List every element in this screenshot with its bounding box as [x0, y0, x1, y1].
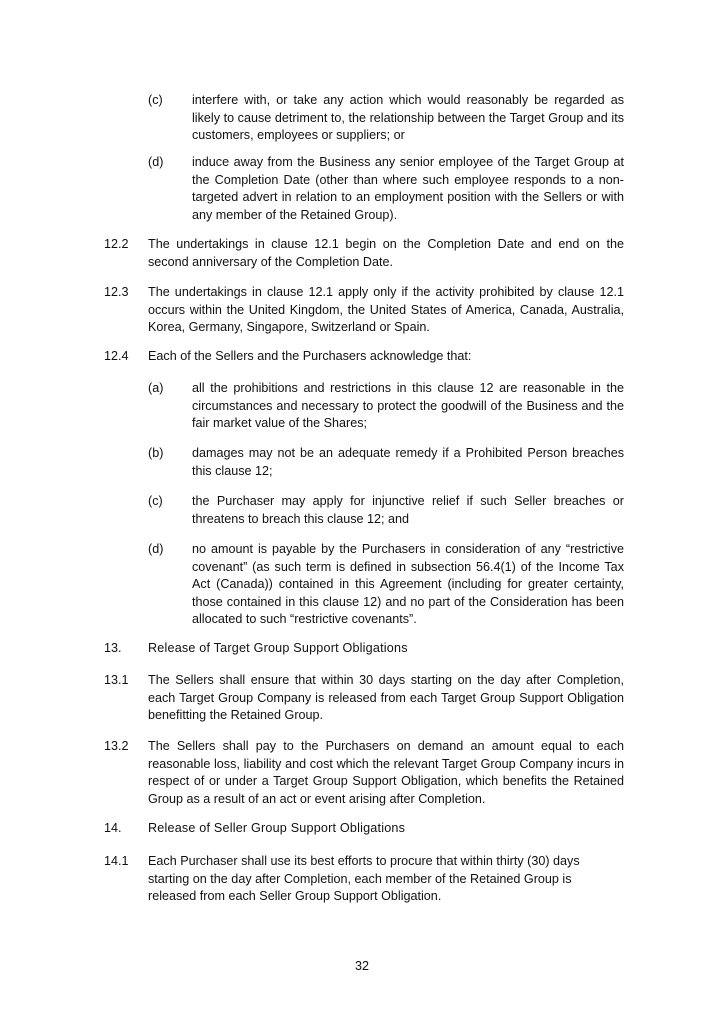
clause-13-1 [104, 672, 624, 725]
clause-12-2 [104, 236, 624, 271]
heading-number: 13. [104, 641, 122, 655]
item-label: (c) [148, 494, 163, 508]
clause-number: 13.2 [104, 739, 129, 753]
clause-12-4-a [148, 380, 624, 433]
clause-text: The undertakings in clause 12.1 apply only if the activity prohibited by clause 12.1 occurs within the United Kingdom, the United States of America, Canada, Australia, Korea, Germany, Singapore, Switzerland or Spain. [148, 285, 624, 335]
clause-12-4-c [148, 493, 624, 528]
item-label: (c) [148, 93, 163, 107]
clause-text: The Sellers shall pay to the Purchasers on demand an amount equal to each reasonable loss, liability and cost which the relevant Target Group Company incurs in respect of or under a Target Group Support Obligation, which benefits the Retained Group as a result of an act or event arising after Completion. [148, 739, 624, 806]
clause-12-4-b [148, 445, 624, 480]
heading-number: 14. [104, 821, 122, 835]
clause-number: 14.1 [104, 854, 129, 868]
item-label: (a) [148, 381, 164, 395]
clause-12-3 [104, 284, 624, 337]
clause-text: Each of the Sellers and the Purchasers acknowledge that: [148, 349, 472, 363]
page-number: 32 [354, 959, 369, 973]
item-text: no amount is payable by the Purchasers in consideration of any “restrictive covenant” (as such term is defined in subsection 56.4(1) of the Income Tax Act (Canada)) contained in this Agreement (including for greater certainty, those contained in this clause 12) and no part of the Consideration has been allocated to such “restrictive covenants”. [192, 542, 624, 627]
clause-text: Each Purchaser shall use its best efforts to procure that within thirty (30) days starting on the day after Completion, each member of the Retained Group is released from each Seller Group Support Obligation. [148, 854, 580, 904]
clause-text: The Sellers shall ensure that within 30 days starting on the day after Completion, each Target Group Company is released from each Target Group Support Obligation benefitting the Retained Group. [148, 673, 624, 723]
item-label: (d) [148, 155, 164, 169]
clause-12-1-c [148, 92, 624, 145]
clause-14-heading [104, 820, 624, 838]
clause-13-heading [104, 640, 624, 658]
clause-number: 12.2 [104, 237, 129, 251]
clause-13-2 [104, 738, 624, 808]
item-text: induce away from the Business any senior employee of the Target Group at the Completion Date (other than where such employee responds to a non-targeted advert in relation to an employment position with the Sellers or with any member of the Retained Group). [192, 155, 624, 222]
item-text: interfere with, or take any action which would reasonably be regarded as likely to cause detriment to, the relationship between the Target Group and its customers, employees or suppliers; or [192, 93, 624, 143]
heading-title: Release of Seller Group Support Obligations [148, 821, 406, 835]
clause-number: 12.3 [104, 285, 129, 299]
item-text: damages may not be an adequate remedy if a Prohibited Person breaches this clause 12; [192, 446, 624, 478]
clause-12-4 [104, 348, 624, 366]
item-label: (d) [148, 542, 164, 556]
item-text: the Purchaser may apply for injunctive relief if such Seller breaches or threatens to breach this clause 12; and [192, 494, 624, 526]
clause-number: 13.1 [104, 673, 129, 687]
item-label: (b) [148, 446, 164, 460]
clause-number: 12.4 [104, 349, 129, 363]
clause-text: The undertakings in clause 12.1 begin on the Completion Date and end on the second anniversary of the Completion Date. [148, 237, 624, 269]
heading-title: Release of Target Group Support Obligations [148, 641, 408, 655]
clause-12-4-d [148, 541, 624, 629]
clause-12-1-d [148, 154, 624, 224]
item-text: all the prohibitions and restrictions in this clause 12 are reasonable in the circumstances and necessary to protect the goodwill of the Business and the fair market value of the Shares; [192, 381, 624, 431]
clause-14-1 [104, 853, 588, 906]
